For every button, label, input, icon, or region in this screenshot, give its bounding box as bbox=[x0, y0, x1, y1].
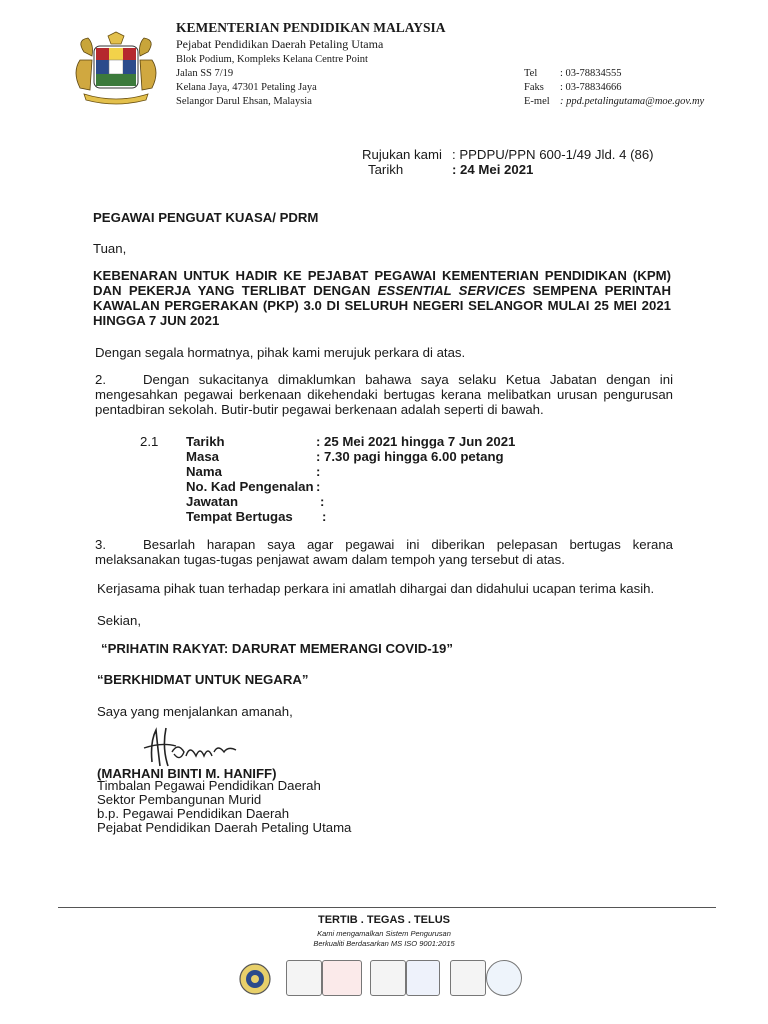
subject-part-2: SEMPENA PERINTAH KAWALAN PERGERAKAN (PKP) 3.0 DI SELURUH NEGERI SELANGOR MULAI 25 MEI 2021 HINGGA 7 JUN 2021 bbox=[93, 283, 672, 328]
address-line-4: Selangor Darul Ehsan, Malaysia bbox=[176, 96, 312, 107]
subject-part-1: KEBENARAN UNTUK HADIR KE PEJABAT PEGAWAI KEMENTERIAN PENDIDIKAN (KPM) DAN PEKERJA YANG TERLIBAT DENGAN bbox=[93, 268, 671, 298]
paragraph-3-text: Besarlah harapan saya agar pegawai ini diberikan pelepasan bertugas kerana melaksanakan tugas-tugas penjawat awam dalam tempoh yang tersebut di atas. bbox=[95, 537, 673, 567]
detail-value: : 7.30 pagi hingga 6.00 petang bbox=[316, 449, 504, 464]
sirim-quality-cert-icon-2 bbox=[370, 960, 406, 996]
paragraph-3 bbox=[95, 537, 673, 567]
sirim-quality-cert-icon-3 bbox=[450, 960, 486, 996]
paragraph-2 bbox=[95, 372, 673, 417]
detail-value: : bbox=[320, 494, 325, 509]
signatory-title-2: Sektor Pembangunan Murid bbox=[97, 792, 262, 807]
date-label: Tarikh bbox=[368, 162, 404, 177]
detail-label: Nama bbox=[186, 464, 222, 479]
closing: Sekian, bbox=[97, 613, 141, 628]
address-line-1: Blok Podium, Kompleks Kelana Centre Point bbox=[176, 54, 368, 65]
ppd-emblem-icon bbox=[238, 962, 272, 996]
certification-mark-icon bbox=[322, 960, 362, 996]
details-list bbox=[186, 434, 515, 524]
email-label: E-mel bbox=[524, 96, 550, 107]
date-value: : 24 Mei 2021 bbox=[452, 162, 534, 177]
detail-row-ic bbox=[186, 479, 515, 494]
detail-row-time bbox=[186, 449, 515, 464]
signatory-title-3: b.p. Pegawai Pendidikan Daerah bbox=[97, 806, 290, 821]
detail-label: Tempat Bertugas bbox=[186, 509, 293, 524]
detail-value: : 25 Mei 2021 hingga 7 Jun 2021 bbox=[316, 434, 516, 449]
detail-label: Jawatan bbox=[186, 494, 239, 509]
detail-row-name bbox=[186, 464, 515, 479]
footer-motto: TERTIB . TEGAS . TELUS bbox=[317, 914, 450, 926]
slogan-1: “PRIHATIN RAKYAT: DARURAT MEMERANGI COVID-19” bbox=[101, 641, 453, 656]
tel-value: : 03-78834555 bbox=[560, 68, 622, 79]
signatory-name: (MARHANI BINTI M. HANIFF) bbox=[97, 766, 277, 781]
recipient: PEGAWAI PENGUAT KUASA/ PDRM bbox=[93, 210, 319, 225]
fax-value: : 03-78834666 bbox=[560, 82, 622, 93]
address-line-2: Jalan SS 7/19 bbox=[176, 68, 234, 79]
iqnet-mark-icon bbox=[486, 960, 522, 996]
paragraph-2-number: 2. bbox=[95, 372, 106, 387]
detail-label: Masa bbox=[186, 449, 219, 464]
footer-line-1: Kami mengamalkan Sistem Pengurusan bbox=[317, 929, 451, 938]
slogan-2: “BERKHIDMAT UNTUK NEGARA” bbox=[97, 672, 309, 687]
reference-value: : PPDPU/PPN 600-1/49 Jld. 4 (86) bbox=[452, 147, 654, 162]
office-name: Pejabat Pendidikan Daerah Petaling Utama bbox=[176, 37, 384, 51]
detail-value: : bbox=[316, 479, 321, 494]
tel-label: Tel bbox=[524, 68, 538, 79]
sirim-quality-cert-icon bbox=[286, 960, 322, 996]
footer-line-2: Berkualiti Berdasarkan MS ISO 9001:2015 bbox=[313, 939, 455, 948]
subject-italic: ESSENTIAL SERVICES bbox=[377, 283, 526, 298]
trust-line: Saya yang menjalankan amanah, bbox=[97, 704, 293, 719]
signatory-title-4: Pejabat Pendidikan Daerah Petaling Utama bbox=[97, 820, 352, 835]
footer-divider bbox=[58, 907, 716, 908]
reference-label: Rujukan kami bbox=[362, 147, 442, 162]
detail-value: : bbox=[322, 509, 327, 524]
detail-row-workplace bbox=[186, 509, 515, 524]
paragraph-1: Dengan segala hormatnya, pihak kami merujuk perkara di atas. bbox=[95, 345, 466, 360]
ministry-crest-icon bbox=[66, 30, 166, 106]
fax-label: Faks bbox=[524, 82, 544, 93]
email-value: : ppd.petalingutama@moe.gov.my bbox=[560, 96, 705, 107]
detail-label: Tarikh bbox=[186, 434, 225, 449]
signatory-title-1: Timbalan Pegawai Pendidikan Daerah bbox=[97, 778, 321, 793]
paragraph-3-number: 3. bbox=[95, 537, 106, 552]
salutation: Tuan, bbox=[93, 241, 127, 256]
subject bbox=[93, 268, 671, 328]
accreditation-mark-icon bbox=[406, 960, 440, 996]
detail-row-position bbox=[186, 494, 515, 509]
detail-label: No. Kad Pengenalan bbox=[186, 479, 314, 494]
ministry-name: KEMENTERIAN PENDIDIKAN MALAYSIA bbox=[176, 20, 446, 35]
detail-value: : bbox=[316, 464, 321, 479]
address-line-3: Kelana Jaya, 47301 Petaling Jaya bbox=[176, 82, 317, 93]
paragraph-2-text: Dengan sukacitanya dimaklumkan bahawa saya selaku Ketua Jabatan dengan ini mengesahkan pegawai berkenaan dikehendaki bertugas kerana melibatkan urusan pengurusan pentadbiran sekolah. Butir-butir pegawai berkenaan adalah seperti di bawah. bbox=[95, 372, 673, 417]
paragraph-4: Kerjasama pihak tuan terhadap perkara ini amatlah dihargai dan didahului ucapan terima kasih. bbox=[97, 581, 655, 596]
detail-row-date bbox=[186, 434, 515, 449]
details-number: 2.1 bbox=[140, 434, 159, 449]
